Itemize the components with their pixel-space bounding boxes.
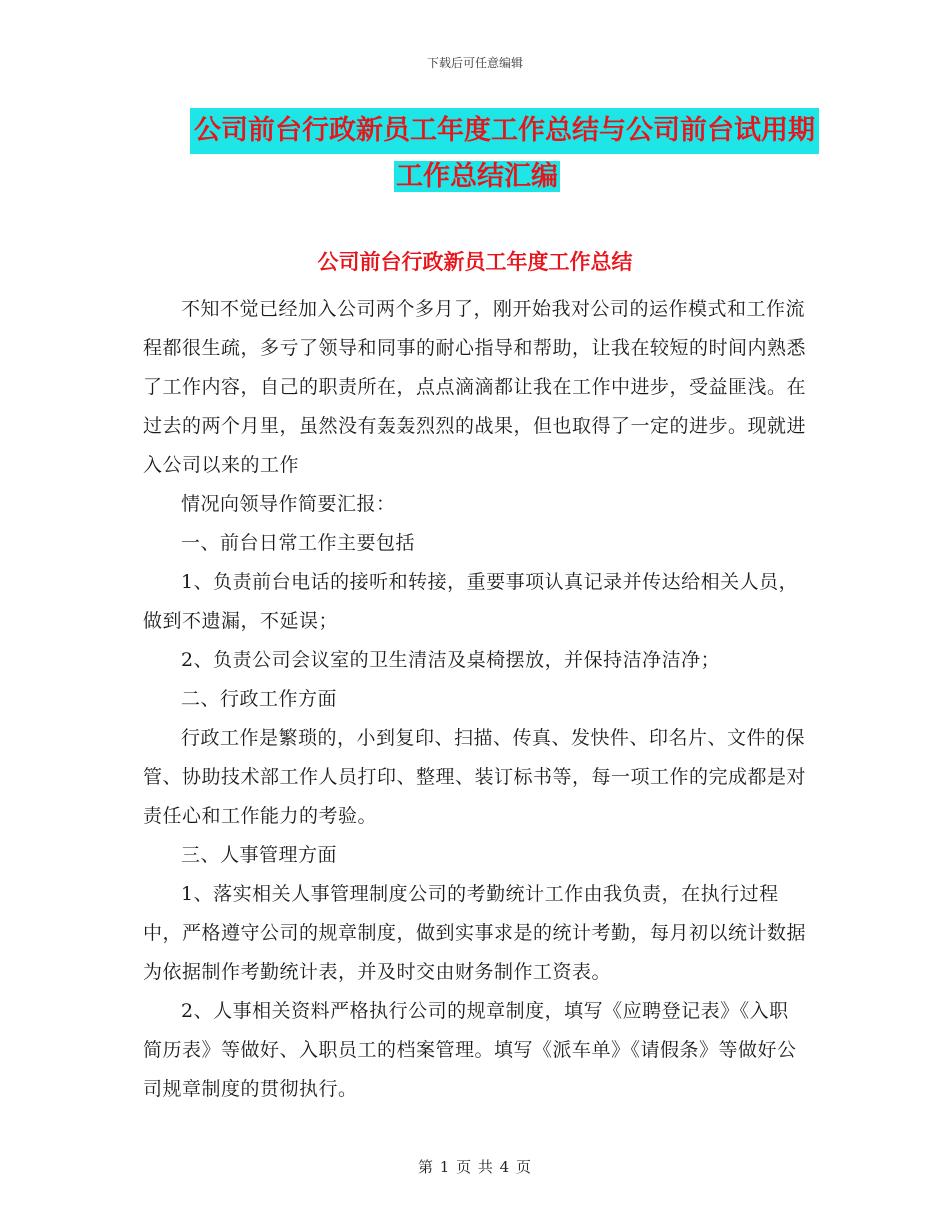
page-number-footer: 第 1 页 共 4 页 <box>418 1158 532 1176</box>
paragraph: 二、行政工作方面 <box>181 688 338 710</box>
paragraph: 1、负责前台电话的接听和转接，重要事项认真记录并传达给相关人员，做到不遗漏，不延误； <box>143 571 799 632</box>
paragraph: 1、落实相关人事管理制度公司的考勤统计工作由我负责，在执行过程中，严格遵守公司的规章制度，做到实事求是的统计考勤，每月初以统计数据为依据制作考勤统计表，并及时交由财务制作工资表。 <box>143 883 807 983</box>
body-text <box>143 290 808 1109</box>
document-title-line-1: 公司前台行政新员工年度工作总结与公司前台试用期 <box>190 108 819 154</box>
document-title-line-2: 工作总结汇编 <box>396 161 558 192</box>
document-title-line-2-wrapper <box>394 154 810 200</box>
paragraph: 三、人事管理方面 <box>181 844 338 866</box>
section-title: 公司前台行政新员工年度工作总结 <box>317 250 633 274</box>
header-note: 下载后可任意编辑 <box>426 56 523 70</box>
paragraph: 情况向领导作简要汇报： <box>181 493 396 515</box>
paragraph: 不知不觉已经加入公司两个多月了，刚开始我对公司的运作模式和工作流程都很生疏，多亏了领导和同事的耐心指导和帮助，让我在较短的时间内熟悉了工作内容，自己的职责所在，点点滴滴都让我在工作中进步，受益匪浅。在过去的两个月里，虽然没有轰轰烈烈的战果，但也取得了一定的进步。现就进入公司以来的工作 <box>143 298 807 476</box>
document-title <box>190 108 815 200</box>
paragraph: 2、人事相关资料严格执行公司的规章制度，填写《应聘登记表》《入职简历表》等做好、入职员工的档案管理。填写《派车单》《请假条》等做好公司规章制度的贯彻执行。 <box>143 1000 797 1100</box>
paragraph: 2、负责公司会议室的卫生清洁及桌椅摆放，并保持洁净洁净； <box>181 649 721 671</box>
paragraph: 一、前台日常工作主要包括 <box>181 532 416 554</box>
paragraph: 行政工作是繁琐的，小到复印、扫描、传真、发快件、印名片、文件的保管、协助技术部工作人员打印、整理、装订标书等，每一项工作的完成都是对责任心和工作能力的考验。 <box>143 727 807 827</box>
